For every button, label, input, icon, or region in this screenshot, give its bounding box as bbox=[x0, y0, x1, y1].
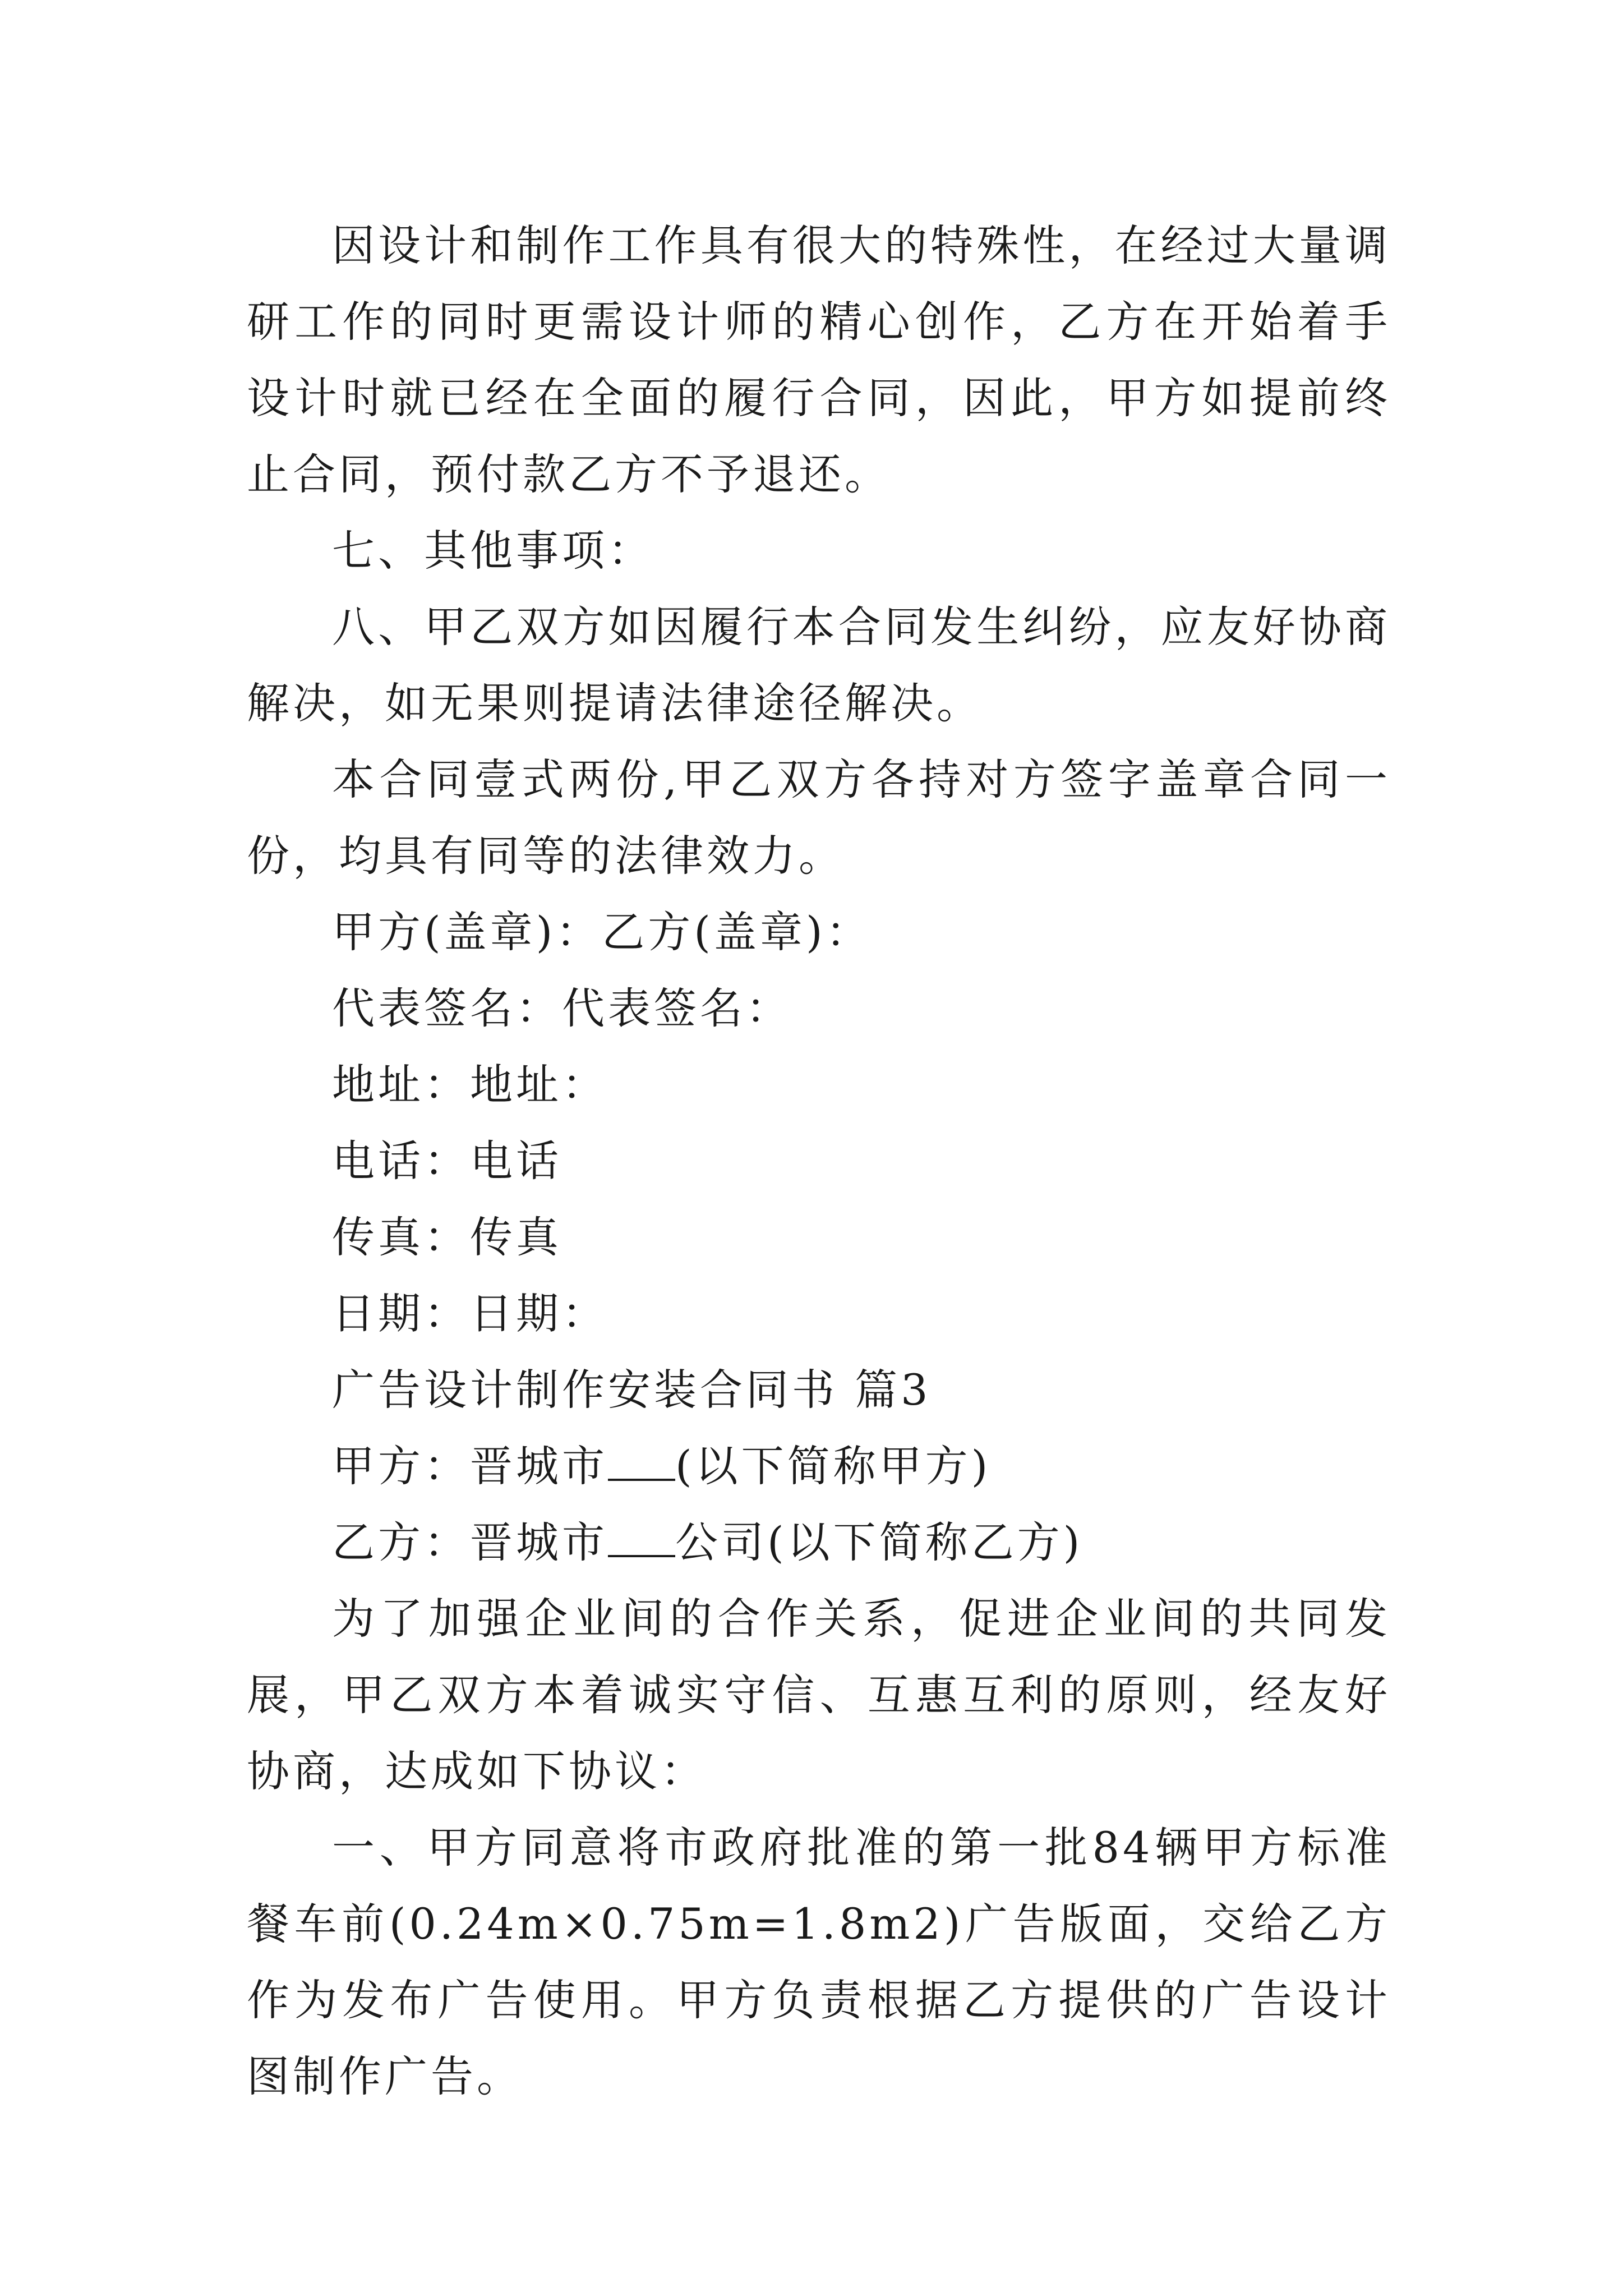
party-a-line bbox=[247, 1428, 1391, 1504]
paragraph-clause-one: 一、甲方同意将市政府批准的第一批84辆甲方标准餐车前(0.24m×0.75m=1.8m2)广告版面，交给乙方作为发布广告使用。甲方负责根据乙方提供的广告设计图制作广告。 bbox=[247, 1823, 1391, 2101]
paragraph-cooperation: 为了加强企业间的合作关系，促进企业间的共同发展，甲乙双方本着诚实守信、互惠互利的原则，经友好协商，达成如下协议： bbox=[247, 1594, 1391, 1796]
signature-fax-line: 传真：传真 bbox=[332, 1212, 562, 1262]
signature-representative-line: 代表签名：代表签名： bbox=[332, 983, 792, 1033]
paragraph-section-eight: 八、甲乙双方如因履行本合同发生纠纷，应友好协商解决，如无果则提请法律途径解决。 bbox=[247, 602, 1391, 728]
party-a-prefix: 甲方：晋城市 bbox=[332, 1441, 608, 1491]
signature-address-line: 地址：地址： bbox=[332, 1060, 608, 1110]
signature-phone-line: 电话：电话 bbox=[332, 1136, 562, 1186]
paragraph-section-seven: 七、其他事项： bbox=[332, 526, 654, 576]
party-a-blank bbox=[608, 1441, 675, 1481]
party-a-suffix: (以下简称甲方) bbox=[675, 1441, 992, 1491]
document-body bbox=[247, 208, 1391, 2115]
paragraph-copies: 本合同壹式两份,甲乙双方各持对方签字盖章合同一份，均具有同等的法律效力。 bbox=[247, 754, 1391, 881]
party-b-line bbox=[247, 1504, 1391, 1581]
signature-date-line: 日期：日期： bbox=[332, 1289, 608, 1338]
party-b-blank bbox=[608, 1517, 675, 1557]
party-b-suffix: 公司(以下简称乙方) bbox=[675, 1517, 1083, 1567]
signature-seal-line: 甲方(盖章)：乙方(盖章)： bbox=[332, 907, 872, 957]
party-b-prefix: 乙方：晋城市 bbox=[332, 1517, 608, 1567]
section-title: 广告设计制作安装合同书 篇3 bbox=[332, 1365, 932, 1415]
paragraph-design-special: 因设计和制作工作具有很大的特殊性，在经过大量调研工作的同时更需设计师的精心创作，乙方在开始着手设计时就已经在全面的履行合同，因此，甲方如提前终止合同，预付款乙方不予退还。 bbox=[247, 220, 1391, 499]
